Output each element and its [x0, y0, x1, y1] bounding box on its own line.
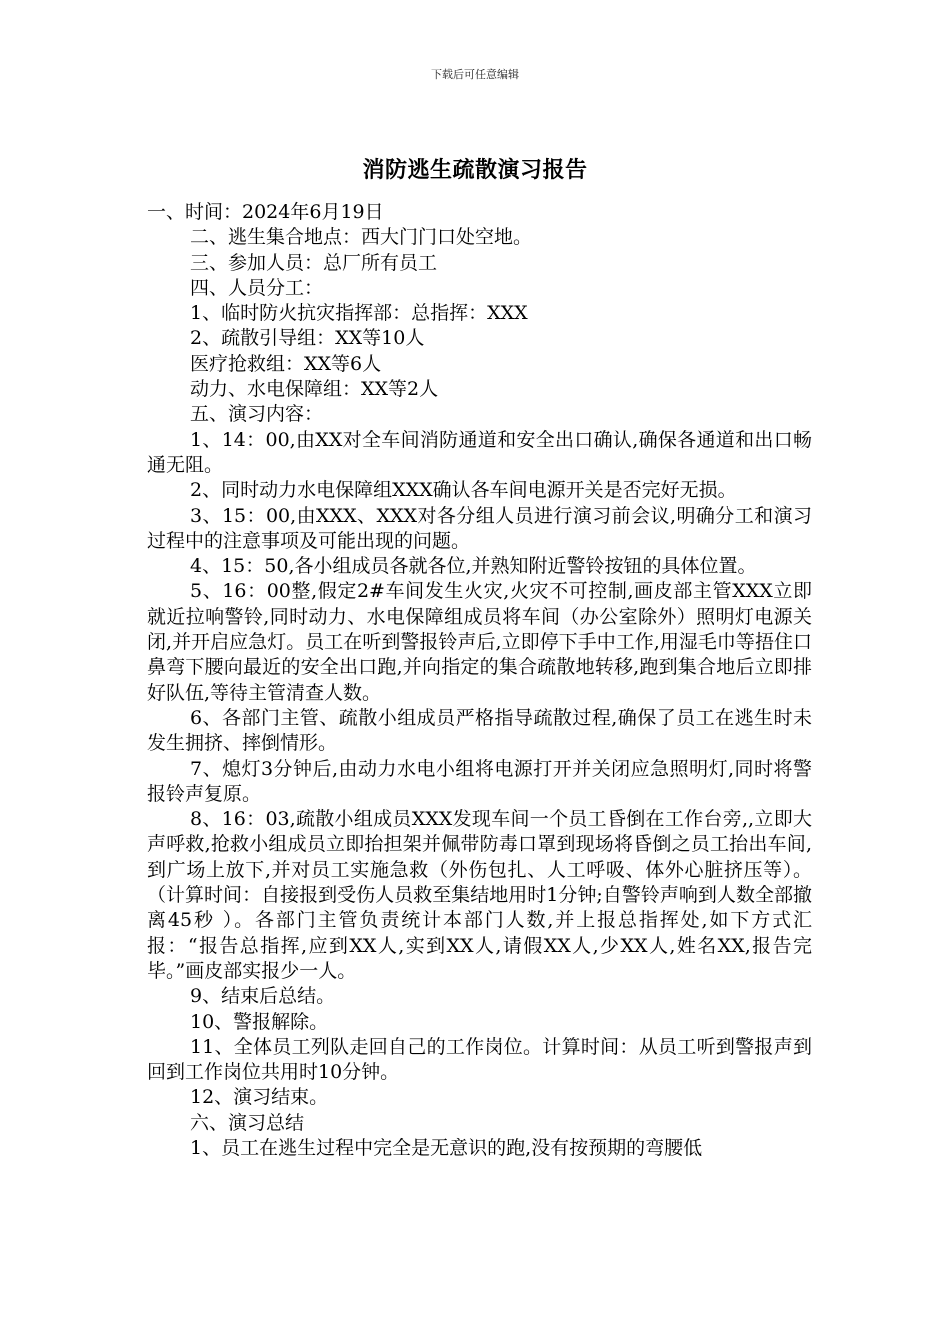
paragraph-role-evacuation: 2、疏散引导组：XX等10人: [190, 327, 425, 350]
paragraph-participants: 三、参加人员：总厂所有员工: [190, 251, 438, 274]
paragraph-step-3: 3、15：00,由XXX、XXX对各分组人员进行演习前会议,明确分工和演习过程中的注意事项及可能出现的问题。: [147, 504, 812, 552]
paragraph-summary-heading: 六、演习总结: [190, 1111, 305, 1134]
paragraph-step-9: 9、结束后总结。: [190, 985, 336, 1008]
paragraph-location: 二、逃生集合地点：西大门门口处空地。: [190, 226, 533, 249]
paragraph-step-6: 6、各部门主管、疏散小组成员严格指导疏散过程,确保了员工在逃生时未发生拥挤、摔倒情形。: [147, 706, 812, 755]
paragraph-roles-heading: 四、人员分工：: [190, 276, 324, 299]
paragraph-step-1: 1、14：00,由XX对全车间消防通道和安全出口确认,确保各通道和出口畅通无阻。: [147, 428, 812, 476]
paragraph-step-10: 10、警报解除。: [190, 1010, 329, 1033]
document-body: [147, 200, 812, 1161]
paragraph-time: 一、时间：2024年6月19日: [147, 201, 384, 223]
paragraph-step-8: 8、16：03,疏散小组成员XXX发现车间一个员工昏倒在工作台旁,,立即大声呼救,抢救小组成员立即抬担架并佩带防毒口罩到现场将昏倒之员工抬出车间,到广场上放下,并对员工实施急救（外伤包扎、人工呼吸、体外心脏挤压等）。（计算时间：自接报到受伤人员救至集结地用时1分钟;自警铃声响到人数全部撤离45秒 ）。各部门主管负责统计本部门人数,并上报总指挥处,如下方式汇报：“报告总指挥,应到XX人,实到XX人,请假XX人,少XX人,姓名XX,报告完毕。”画皮部实报少一人。: [147, 808, 812, 982]
paragraph-content-heading: 五、演习内容：: [190, 403, 324, 426]
paragraph-role-medical: 医疗抢救组：XX等6人: [190, 352, 382, 375]
paragraph-step-11: 11、全体员工列队走回自己的工作岗位。计算时间：从员工听到警报声到回到工作岗位共用时10分钟。: [147, 1035, 812, 1084]
paragraph-step-2: 2、同时动力水电保障组XXX确认各车间电源开关是否完好无损。: [190, 479, 737, 502]
page-header-note: 下载后可任意编辑: [431, 68, 519, 81]
paragraph-step-5: 5、16：00整,假定2#车间发生火灾,火灾不可控制,画皮部主管XXX立即就近拉响警铃,同时动力、水电保障组成员将车间（办公室除外）照明灯电源关闭,并开启应急灯。员工在听到警报铃声后,立即停下手中工作,用湿毛巾等捂住口鼻弯下腰向最近的安全出口跑,并向指定的集合疏散地转移,跑到集合地后立即排好队伍,等待主管清查人数。: [147, 580, 812, 704]
paragraph-step-4: 4、15：50,各小组成员各就各位,并熟知附近警铃按钮的具体位置。: [190, 555, 757, 578]
paragraph-step-7: 7、熄灯3分钟后,由动力水电小组将电源打开并关闭应急照明灯,同时将警报铃声复原。: [147, 757, 812, 805]
paragraph-role-power: 动力、水电保障组：XX等2人: [190, 378, 439, 401]
paragraph-summary-1: 1、员工在逃生过程中完全是无意识的跑,没有按预期的弯腰低: [190, 1136, 703, 1159]
document-title: 消防逃生疏散演习报告: [362, 157, 588, 183]
paragraph-role-command: 1、临时防火抗灾指挥部：总指挥：XXX: [190, 302, 528, 325]
paragraph-step-12: 12、演习结束。: [190, 1086, 329, 1109]
